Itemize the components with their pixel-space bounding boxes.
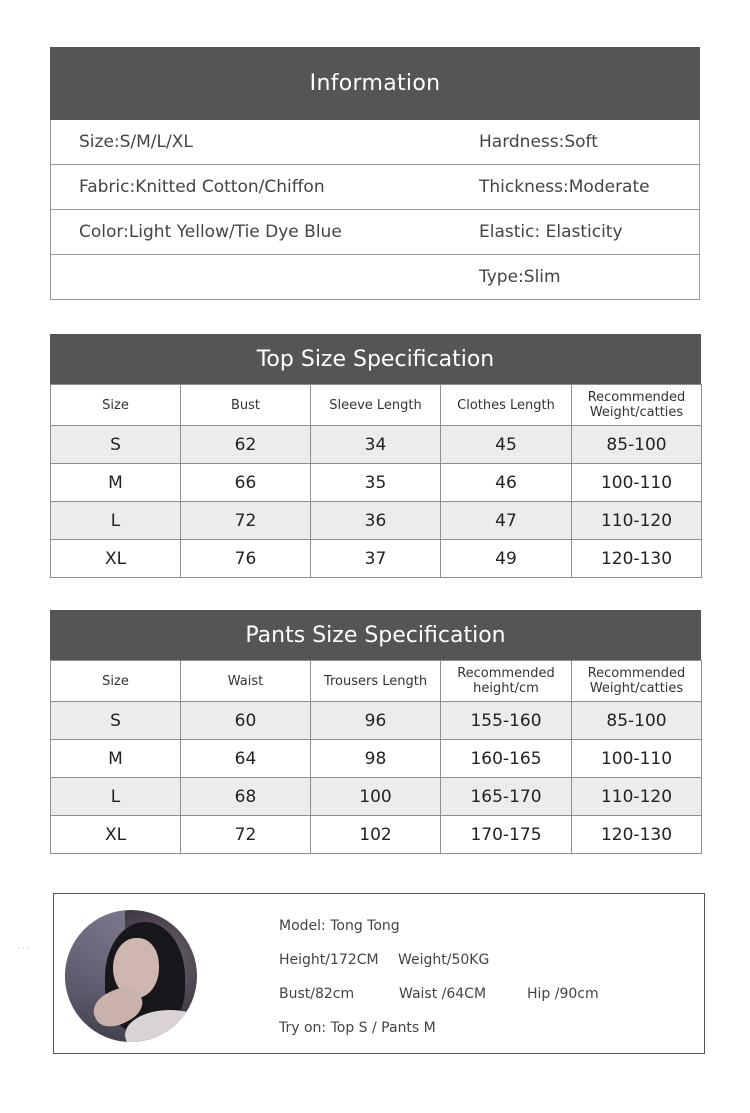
column-header: Waist <box>181 661 311 702</box>
table-row <box>51 740 702 778</box>
table-cell: 36 <box>311 502 441 540</box>
decorative-dots: ··· <box>17 944 32 954</box>
table-row <box>51 702 702 740</box>
model-measure-row-1 <box>279 952 579 970</box>
info-color: Color:Light Yellow/Tie Dye Blue <box>79 222 342 242</box>
table-cell: 34 <box>311 426 441 464</box>
table-cell: 37 <box>311 540 441 578</box>
table-cell: 72 <box>181 816 311 854</box>
table-cell: 120-130 <box>572 816 702 854</box>
table-cell: 35 <box>311 464 441 502</box>
info-fabric: Fabric:Knitted Cotton/Chiffon <box>79 177 325 197</box>
information-table <box>50 120 700 300</box>
table-cell: 62 <box>181 426 311 464</box>
top-size-table <box>50 384 702 578</box>
table-row <box>51 502 702 540</box>
model-bust: Bust/82cm <box>279 986 355 1002</box>
info-elastic: Elastic: Elasticity <box>479 222 623 242</box>
info-row <box>51 120 699 164</box>
info-row <box>51 164 699 209</box>
column-header: Recommended Weight/catties <box>572 385 702 426</box>
info-hardness: Hardness:Soft <box>479 132 598 152</box>
table-cell: 68 <box>181 778 311 816</box>
table-cell: 85-100 <box>572 702 702 740</box>
table-cell: 160-165 <box>441 740 572 778</box>
model-waist: Waist /64CM <box>399 986 487 1002</box>
table-cell: 100 <box>311 778 441 816</box>
table-cell: 100-110 <box>572 464 702 502</box>
info-thickness: Thickness:Moderate <box>479 177 650 197</box>
table-cell: 98 <box>311 740 441 778</box>
model-try-on: Try on: Top S / Pants M <box>279 1020 436 1036</box>
table-cell: 155-160 <box>441 702 572 740</box>
information-section <box>50 47 700 300</box>
table-cell: 46 <box>441 464 572 502</box>
table-row <box>51 540 702 578</box>
info-type: Type:Slim <box>479 267 561 287</box>
model-weight: Weight/50KG <box>398 952 490 968</box>
info-row <box>51 254 699 299</box>
pants-size-title: Pants Size Specification <box>50 610 701 660</box>
table-cell: 60 <box>181 702 311 740</box>
table-cell: 110-120 <box>572 778 702 816</box>
table-cell: XL <box>51 540 181 578</box>
pants-size-section <box>50 610 701 854</box>
table-row <box>51 778 702 816</box>
top-size-section <box>50 334 701 578</box>
table-cell: 76 <box>181 540 311 578</box>
table-cell: 72 <box>181 502 311 540</box>
column-header: Recommended Weight/catties <box>572 661 702 702</box>
model-photo <box>65 910 197 1042</box>
column-header: Bust <box>181 385 311 426</box>
column-header: Size <box>51 385 181 426</box>
table-cell: L <box>51 778 181 816</box>
table-cell: 64 <box>181 740 311 778</box>
table-cell: S <box>51 702 181 740</box>
info-row <box>51 209 699 254</box>
model-name: Model: Tong Tong <box>279 918 400 934</box>
column-header: Trousers Length <box>311 661 441 702</box>
pants-size-table <box>50 660 702 854</box>
table-header-row <box>51 385 702 426</box>
table-cell: 165-170 <box>441 778 572 816</box>
information-title: Information <box>50 47 700 120</box>
model-measure-row-2 <box>279 986 639 1004</box>
table-cell: 110-120 <box>572 502 702 540</box>
info-size: Size:S/M/L/XL <box>79 132 193 152</box>
table-cell: XL <box>51 816 181 854</box>
table-cell: 102 <box>311 816 441 854</box>
table-cell: S <box>51 426 181 464</box>
column-header: Recommended height/cm <box>441 661 572 702</box>
model-card <box>53 893 705 1054</box>
table-cell: 47 <box>441 502 572 540</box>
table-cell: M <box>51 740 181 778</box>
model-hip: Hip /90cm <box>527 986 599 1002</box>
table-cell: M <box>51 464 181 502</box>
table-cell: 96 <box>311 702 441 740</box>
table-cell: 85-100 <box>572 426 702 464</box>
table-cell: 170-175 <box>441 816 572 854</box>
table-cell: 120-130 <box>572 540 702 578</box>
table-cell: 100-110 <box>572 740 702 778</box>
table-row <box>51 464 702 502</box>
table-cell: 66 <box>181 464 311 502</box>
column-header: Size <box>51 661 181 702</box>
table-row <box>51 816 702 854</box>
top-size-title: Top Size Specification <box>50 334 701 384</box>
table-row <box>51 426 702 464</box>
table-cell: L <box>51 502 181 540</box>
table-cell: 49 <box>441 540 572 578</box>
column-header: Sleeve Length <box>311 385 441 426</box>
model-height: Height/172CM <box>279 952 379 968</box>
column-header: Clothes Length <box>441 385 572 426</box>
table-header-row <box>51 661 702 702</box>
table-cell: 45 <box>441 426 572 464</box>
